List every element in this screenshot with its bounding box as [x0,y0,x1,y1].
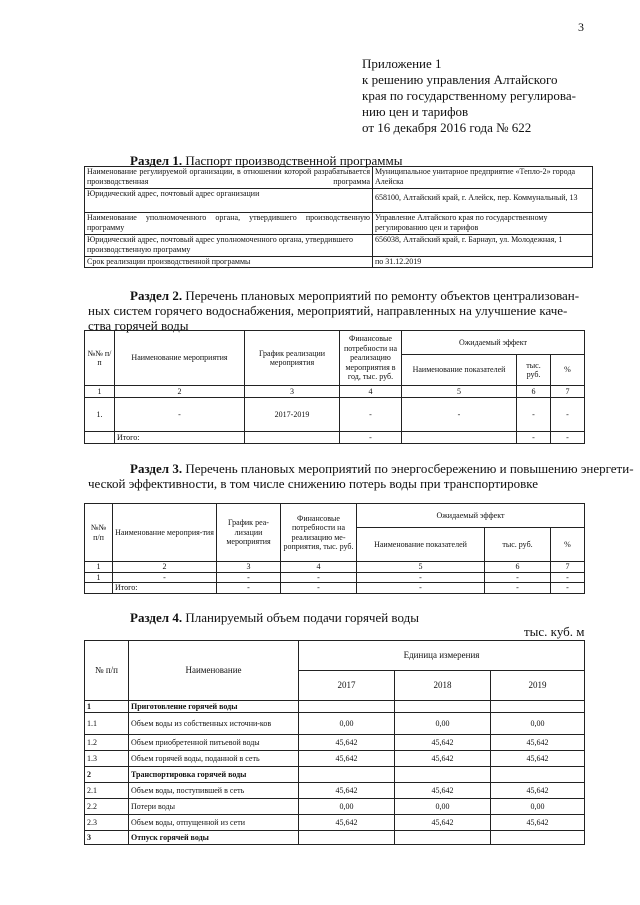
col-number: 2 [113,562,217,573]
col-number: 4 [340,386,402,398]
row-value [491,831,585,845]
cell-empty [85,583,113,594]
row-num: 1.1 [85,713,129,735]
cell-num: 1. [85,398,115,432]
passport-label: Юридический адрес, почтовый адрес организации [85,189,373,213]
cell-empty [402,432,517,444]
header-thousand-rub: тыс. руб. [517,355,551,386]
row-value: 0,00 [395,799,491,815]
total-finance: - [281,583,357,594]
appendix-line: к решению управления Алтайского [362,72,558,87]
row-num: 1.2 [85,735,129,751]
header-thousand-rub: тыс. руб. [485,528,551,562]
row-name: Отпуск горячей воды [129,831,299,845]
row-name: Объем воды из собственных источни-ков [129,713,299,735]
table-row [85,213,593,235]
passport-value: по 31.12.2019 [373,257,593,268]
cell-name: - [115,398,245,432]
header-effect: Ожидаемый эффект [357,504,585,528]
header-num: № п/п [85,641,129,701]
section4-title [130,610,419,626]
table-row [85,783,585,799]
section3-number: Раздел 3. [130,461,183,476]
cell-name: - [113,572,217,583]
passport-label: Наименование регулируемой организации, в отношении которой разрабатывается производственная программа [85,167,373,189]
col-number: 6 [517,386,551,398]
row-value [395,831,491,845]
row-value: 0,00 [299,799,395,815]
row-value [395,701,491,713]
cell-num: 1 [85,572,113,583]
row-value: 45,642 [299,783,395,799]
header-percent: % [551,528,585,562]
row-value [299,767,395,783]
table-row [85,815,585,831]
total-rub: - [485,583,551,594]
header-name: Наименование [129,641,299,701]
table-row [85,331,585,355]
table-row [85,504,585,528]
table-row [85,751,585,767]
passport-label: Юридический адрес, почтовый адрес уполномоченного органа, утвердившего производственную программу [85,235,373,257]
header-indicator: Наименование показателей [357,528,485,562]
row-value [395,767,491,783]
cell-indicator: - [357,572,485,583]
row-value: 45,642 [395,735,491,751]
table-row [85,572,585,583]
cell-finance: - [281,572,357,583]
row-num: 2.1 [85,783,129,799]
row-num: 2.3 [85,815,129,831]
section2-title-line: ства горячей воды [88,318,189,333]
total-schedule: - [217,583,281,594]
row-value: 45,642 [395,751,491,767]
col-number: 7 [551,562,585,573]
appendix-line: от 16 декабря 2016 года № 622 [362,120,532,135]
section1-number: Раздел 1. [130,153,183,168]
col-number: 1 [85,562,113,573]
row-name: Объем воды, поступившей в сеть [129,783,299,799]
section2-title-line: Перечень плановых мероприятий по ремонту объектов централизован- [185,288,580,303]
table-row [85,432,585,444]
row-value: 45,642 [299,815,395,831]
table-row [85,189,593,213]
row-value: 45,642 [491,783,585,799]
total-label: Итого: [113,583,217,594]
total-finance: - [340,432,402,444]
header-finance: Финансовые потребности на реализацию мероприятия в год, тыс. руб. [340,331,402,386]
passport-value: 658100, Алтайский край, г. Алейск, пер. Коммунальный, 13 [373,189,593,213]
cell-rub: - [485,572,551,583]
cell-rub: - [517,398,551,432]
cell-indicator: - [402,398,517,432]
header-year: 2018 [395,671,491,701]
table-row [85,386,585,398]
cell-pct: - [551,572,585,583]
repair-measures-table [84,330,585,444]
row-name: Объем горячей воды, поданной в сеть [129,751,299,767]
header-unit-group: Единица измерения [299,641,585,671]
passport-value: Муниципальное унитарное предприятие «Тепло-2» города Алейска [373,167,593,189]
section2-title [130,288,579,304]
table-row [85,767,585,783]
row-num: 1 [85,701,129,713]
table-row [85,641,585,671]
col-number: 5 [357,562,485,573]
cell-pct: - [551,398,585,432]
passport-table [84,166,593,268]
appendix-header [362,56,612,136]
row-value: 45,642 [395,815,491,831]
row-value [299,831,395,845]
section3-title-line: Перечень плановых мероприятий по энергосбережению и повышению энергети- [185,461,634,476]
row-value: 0,00 [491,799,585,815]
header-name: Наименование мероприя-тия [113,504,217,562]
cell-empty [85,432,115,444]
cell-finance: - [340,398,402,432]
row-value: 0,00 [395,713,491,735]
col-number: 1 [85,386,115,398]
cell-schedule: - [217,572,281,583]
row-name: Объем приобретенной питьевой воды [129,735,299,751]
section4-title-text: Планируемый объем подачи горячей воды [185,610,419,625]
cell-schedule: 2017-2019 [245,398,340,432]
table-row [85,735,585,751]
row-value: 45,642 [299,735,395,751]
row-value: 45,642 [491,815,585,831]
row-value: 45,642 [395,783,491,799]
appendix-line: края по государственному регулирова- [362,88,576,103]
row-name: Потери воды [129,799,299,815]
row-value: 45,642 [299,751,395,767]
header-year: 2019 [491,671,585,701]
appendix-line: нию цен и тарифов [362,104,469,119]
table-row [85,398,585,432]
header-year: 2017 [299,671,395,701]
row-name: Транспортировка горячей воды [129,767,299,783]
water-volume-table [84,640,585,845]
section2-number: Раздел 2. [130,288,183,303]
total-indicator: - [357,583,485,594]
row-num: 2.2 [85,799,129,815]
table-row [85,167,593,189]
row-num: 3 [85,831,129,845]
table-row [85,799,585,815]
row-name: Объем воды, отпущенной из сети [129,815,299,831]
unit-label: тыс. куб. м [524,624,585,639]
passport-label: Срок реализации производственной программы [85,257,373,268]
section3-title-line: ческой эффективности, в том числе снижению потерь воды при транспортировке [88,476,538,491]
header-effect: Ожидаемый эффект [402,331,585,355]
table-row [85,257,593,268]
col-number: 3 [217,562,281,573]
header-indicator: Наименование показателей [402,355,517,386]
table-row [85,831,585,845]
header-schedule: График реализации мероприятия [245,331,340,386]
table-row [85,701,585,713]
passport-value: Управление Алтайского края по государственному регулированию цен и тарифов [373,213,593,235]
row-value [299,701,395,713]
section4-number: Раздел 4. [130,610,183,625]
col-number: 5 [402,386,517,398]
cell-empty [245,432,340,444]
passport-label: Наименование уполномоченного органа, утвердившего производственную программу [85,213,373,235]
row-value: 45,642 [491,751,585,767]
row-num: 2 [85,767,129,783]
row-name: Приготовление горячей воды [129,701,299,713]
appendix-line: Приложение 1 [362,56,442,71]
header-name: Наименование мероприятия [115,331,245,386]
table-row [85,235,593,257]
header-percent: % [551,355,585,386]
row-value [491,767,585,783]
passport-value: 656038, Алтайский край, г. Барнаул, ул. Молодежная, 1 [373,235,593,257]
header-num: №№ п/п [85,331,115,386]
total-rub: - [517,432,551,444]
section3-title [130,461,634,477]
table-row [85,562,585,573]
page-number: 3 [578,20,584,34]
header-schedule: График реа-лизации мероприятия [217,504,281,562]
row-value: 0,00 [299,713,395,735]
col-number: 3 [245,386,340,398]
section1-title-text: Паспорт производственной программы [185,153,403,168]
table-row [85,583,585,594]
total-label: Итого: [115,432,245,444]
total-pct: - [551,432,585,444]
header-num: №№ п/п [85,504,113,562]
row-value [491,701,585,713]
row-value: 45,642 [491,735,585,751]
energy-measures-table [84,503,585,594]
col-number: 6 [485,562,551,573]
header-finance: Финансовые потребности на реализацию ме-роприятия, тыс. руб. [281,504,357,562]
total-pct: - [551,583,585,594]
section2-title-line: ных систем горячего водоснабжения, мероприятий, направленных на улучшение каче- [88,303,568,318]
col-number: 7 [551,386,585,398]
row-value: 0,00 [491,713,585,735]
col-number: 2 [115,386,245,398]
table-row [85,713,585,735]
col-number: 4 [281,562,357,573]
row-num: 1.3 [85,751,129,767]
